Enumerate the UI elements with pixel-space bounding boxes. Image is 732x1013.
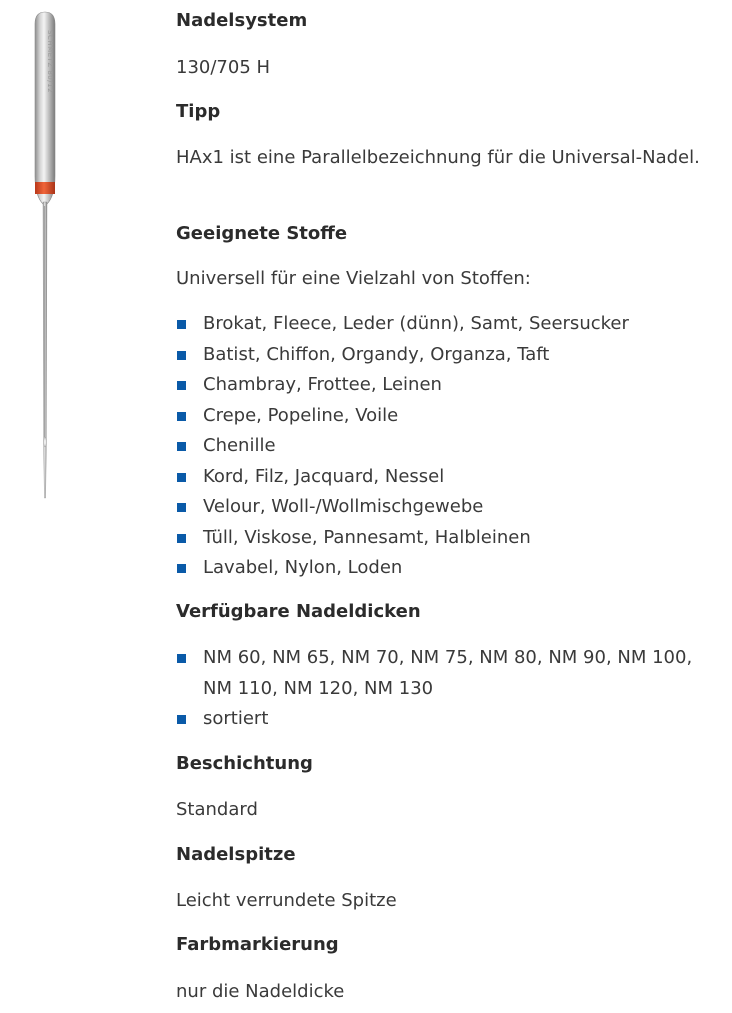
needle-engraving: SCHMETZ 80/12 [46,30,54,94]
list-item [176,492,716,523]
heading-geeignete-stoffe: Geeignete Stoffe [176,223,348,244]
square-bullet-icon [177,715,186,724]
list-item-text: sortiert [203,708,269,729]
square-bullet-icon [177,473,186,482]
text-tipp: HAx1 ist eine Parallelbezeichnung für die Universal-Nadel. [176,147,700,168]
list-item [176,309,716,340]
heading-beschichtung: Beschichtung [176,753,313,774]
list-item-text: Velour, Woll-/Wollmischgewebe [203,496,484,517]
list-item-text: NM 60, NM 65, NM 70, NM 75, NM 80, NM 90, NM 100, NM 110, NM 120, NM 130 [203,647,693,699]
list-item [176,431,716,462]
square-bullet-icon [177,381,186,390]
text-beschichtung: Standard [176,799,258,820]
list-geeignete-stoffe [176,309,716,584]
list-item [176,401,716,432]
text-farbmarkierung: nur die Nadeldicke [176,981,345,1002]
list-item-text: Batist, Chiffon, Organdy, Organza, Taft [203,343,550,365]
list-item-text: Crepe, Popeline, Voile [203,404,399,426]
square-bullet-icon [177,654,186,663]
square-bullet-icon [177,351,186,360]
list-nadeldicken [176,643,716,735]
needle-color-band [35,182,55,194]
list-item-text: Brokat, Fleece, Leder (dünn), Samt, Seersucker [203,313,629,334]
square-bullet-icon [177,442,186,451]
square-bullet-icon [177,564,186,573]
list-item [176,643,716,704]
list-item [176,340,716,371]
list-item [176,523,716,554]
list-item-text: Kord, Filz, Jacquard, Nessel [203,465,445,487]
square-bullet-icon [177,503,186,512]
text-nadelspitze: Leicht verrundete Spitze [176,890,397,911]
heading-nadelspitze: Nadelspitze [176,844,296,865]
list-item-text: Tüll, Viskose, Pannesamt, Halbleinen [203,526,531,548]
square-bullet-icon [177,320,186,329]
list-item [176,370,716,401]
list-item-text: Chenille [203,435,276,456]
text-geeignete-stoffe-intro: Universell für eine Vielzahl von Stoffen: [176,268,531,289]
list-item [176,704,716,735]
list-item-text: Chambray, Frottee, Leinen [203,374,442,395]
needle-image [22,10,68,502]
text-nadelsystem: 130/705 H [176,57,271,78]
heading-nadelsystem: Nadelsystem [176,10,308,31]
list-item-text: Lavabel, Nylon, Loden [203,557,403,578]
heading-tipp: Tipp [176,101,221,122]
list-item [176,553,716,584]
square-bullet-icon [177,412,186,421]
list-item [176,462,716,493]
heading-farbmarkierung: Farbmarkierung [176,934,339,955]
square-bullet-icon [177,534,186,543]
heading-verfuegbare-nadeldicken: Verfügbare Nadeldicken [176,601,421,622]
